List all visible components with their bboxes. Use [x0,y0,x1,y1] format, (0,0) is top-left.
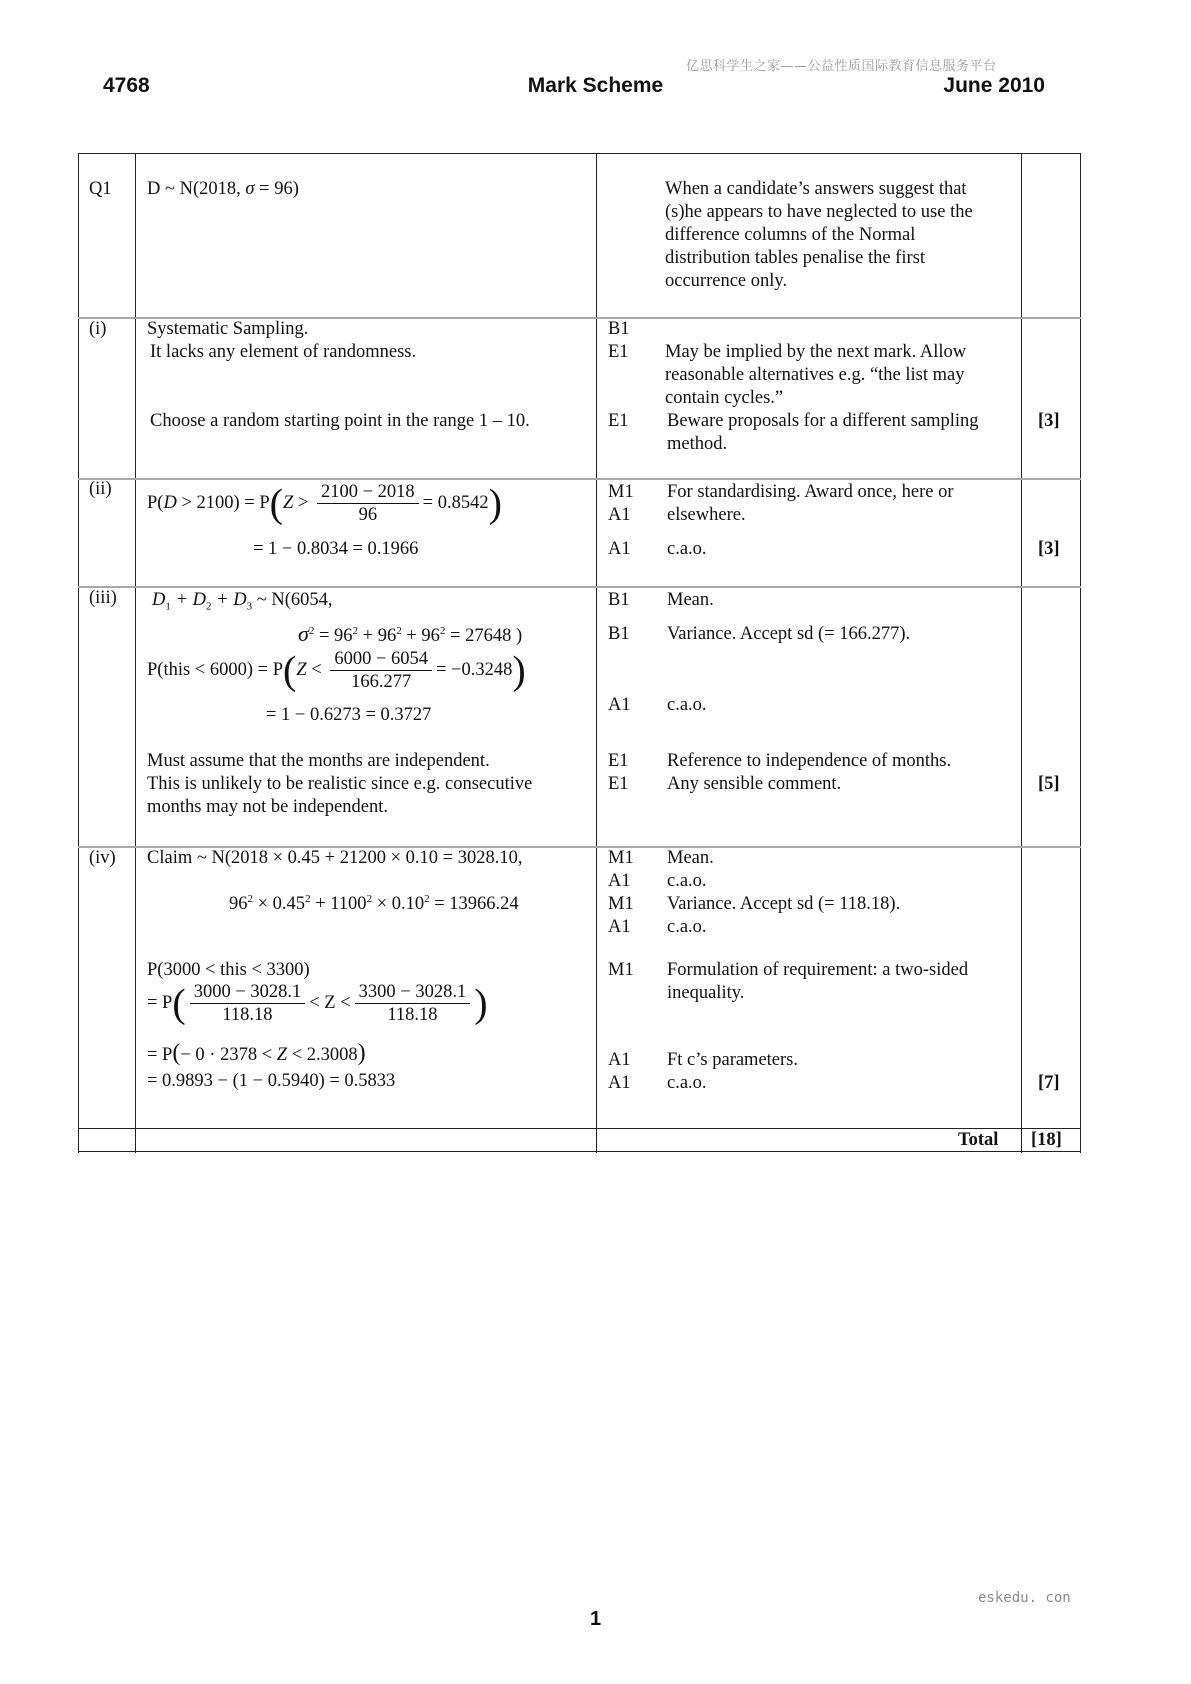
mark-code: B1 [608,590,630,610]
comment: Reference to independence of months. [667,751,952,771]
total-label: Total [958,1130,999,1150]
question-label: Q1 [89,179,112,199]
part-label: (ii) [89,479,112,499]
claim-distribution: Claim ~ N(2018 × 0.45 + 21200 × 0.10 = 3028.10, [147,848,523,868]
table-border [1080,153,1081,1153]
mark-code: M1 [608,482,634,502]
mark-code: M1 [608,960,634,980]
row-divider [78,586,1081,588]
mark-code: E1 [608,774,629,794]
comment: Variance. Accept sd (= 166.277). [667,624,911,644]
comment: Ft c’s parameters. c.a.o. [667,1050,798,1093]
standardised-range: = P(− 0 · 2378 < Z < 2.3008) [147,1040,366,1066]
row-divider [78,478,1081,480]
part-total: [3] [1038,539,1060,559]
guidance-note: When a candidate’s answers suggest that (s)he appears to have neglected to use the difference columns of the Normal distribution tables penalise the first occurrence only. [665,179,973,291]
variance-expression: $\sigma^2 = 96^2 + 96^2 + 96^2 = 27648$ ) [298,621,523,646]
part-label: (iii) [89,588,117,608]
watermark-url: eskedu. con [978,1590,1071,1606]
table-divider [135,153,136,1153]
answer-line: Choose a random starting point in the range 1 – 10. [150,411,530,431]
comment: Mean. c.a.o. Variance. Accept sd (= 118.18). c.a.o. [667,848,901,937]
standardisation-equation: P(this < 6000) = P(Z < $\frac{6000 - 6054}{166.277}$ = −0.3248) [147,647,526,693]
part-total: [3] [1038,411,1060,431]
mark-code: E1 [608,342,629,362]
part-label: (i) [89,319,107,339]
page-number: 1 [589,1608,602,1630]
standardisation-equation: P(D > 2100) = P(Z > $\frac{2100 - 2018}{96}$ = 0.8542) [147,480,502,526]
comment: May be implied by the next mark. Allow reasonable alternatives e.g. “the list may contain cycles.” [665,342,967,408]
final-answer: = 0.9893 − (1 − 0.5940) = 0.5833 [147,1071,396,1091]
part-total: [5] [1038,774,1060,794]
exam-session: June 2010 [943,74,1045,97]
row-divider [78,1128,1081,1129]
mark-code: A1 A1 [608,1050,631,1093]
sum-distribution: $D_1 + D_2 + D_3$ ~ N(6054, [152,590,333,613]
mark-code: A1 [608,539,631,559]
probability-statement: P(3000 < this < 3300) [147,960,310,980]
comment: For standardising. Award once, here or elsewhere. [667,482,954,525]
table-border [78,153,1081,154]
answer-line: = 1 − 0.8034 = 0.1966 [253,539,419,559]
mark-code: B1 [608,319,630,339]
mark-code: B1 [608,624,630,644]
comment: Beware proposals for a different sampling method. [667,411,979,454]
answer-line: It lacks any element of randomness. [150,342,417,362]
answer-line: Systematic Sampling. [147,319,309,339]
mark-code: A1 [608,505,631,525]
distribution-statement: D ~ N(2018, σ = 96) [147,179,299,199]
document-title: Mark Scheme [527,74,664,97]
table-divider [596,153,597,1153]
total-marks: [18] [1031,1130,1062,1150]
comment: Mean. [667,590,714,610]
part-label: (iv) [89,848,116,868]
answer-line: = 1 − 0.6273 = 0.3727 [266,705,432,725]
comment: Formulation of requirement: a two-sided inequality. [667,960,969,1003]
mark-code: M1 A1 M1 A1 [608,848,634,937]
table-border [78,1151,1081,1152]
comment: Any sensible comment. [667,774,842,794]
paper-code: 4768 [103,74,150,97]
watermark-text: 亿思科学生之家——公益性质国际教育信息服务平台 [686,59,997,74]
mark-code: A1 [608,695,631,715]
standardisation-equation: = P( $\frac{3000 - 3028.1}{118.18}$ < Z < $\frac{3300 - 3028.1}{118.18}$ ) [147,980,488,1026]
comment: c.a.o. [667,695,707,715]
table-border [78,153,79,1153]
mark-code: E1 [608,751,629,771]
variance-expression: $96^2 \times 0.45^2 + 1100^2 \times 0.10^2 = 13966.24$ [229,892,519,914]
table-divider [1021,153,1022,1153]
part-total: [7] [1038,1073,1060,1093]
mark-code: E1 [608,411,629,431]
mark-scheme-table [78,153,1081,1153]
comment: c.a.o. [667,539,707,559]
assumption-text: Must assume that the months are independent. This is unlikely to be realistic since e.g. consecutive months may not be independent. [147,751,533,817]
